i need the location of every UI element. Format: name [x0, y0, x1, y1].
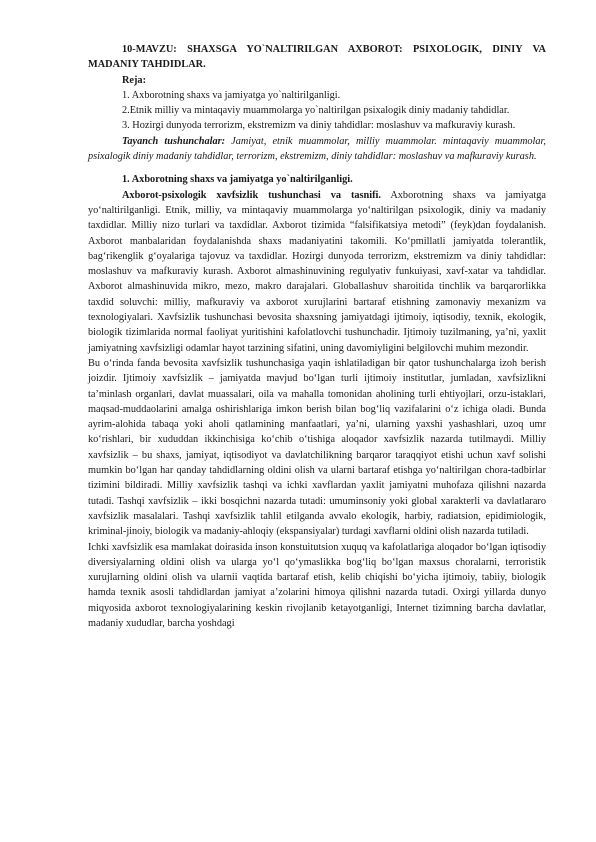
spacer [88, 164, 546, 172]
plan-item-3: 3. Hozirgi dunyoda terrorizm, ekstremizm va diniy tahdidlar: moslashuv va mafkuraviy kurash. [122, 120, 516, 132]
paragraph-2: Bu o‘rinda fanda bevosita xavfsizlik tushunchasiga yaqin ishlatiladigan bir qator tushunchalarga izoh berish joizdir. Ijtimoiy xavfsizlik – jamiyatda mavjud bo‘lgan turli ijtimoiy institutlar, jumladan, xavfsizlikni ta’minlash organlari, davlat muassalari, oila va mahalla tomonidan aholining turli ehtiyojlari, orzu-istaklari, maqsad-muddaolarini amalga oshirishlariga imkon berish bilan bog‘liq vazifalarini o‘z ichiga oladi. Bunda ayrim-alohida tabaqa yoki aholi qatlamining manfaatlari, ya’ni, ularning yaxshi yashashlari, uzoq umr ko‘rishlari, bir xududdan ikkinchisiga ko‘chib o‘tishiga aloqador xavfsizlik nazarda tutilmaydi. Milliy xavfsizlik – bu shaxs, jamiyat, iqtisodiyot va davlatchilikning barqaror taraqqiyot etishi uchun xavf solishi mumkin bo‘lgan har qanday tahdidlarning oldini olish va ularni bartaraf etishga yo‘naltirilgan chora-tadbirlar tizimini bildiradi. Milliy xavfsizlik tashqi va ichki xavflardan yaxlit jamiyatni muhofaza qilishni nazarda tutadi. Tashqi xavfsizlik – ikki bosqichni nazarda tutadi: umuminsoniy yoki global xarakterli va davlatlararo xavfsizlik masalalari. Tashqi xavfsizlik tahlil etilganda avvalo ekologik, harbiy, radiatsion, epidimiologik, kriminal-jinoiy, biologik va madaniy-ahloqiy (ekspansiyalar) turdagi xavflarni oldini olish nazarda tutiladi. [88, 357, 546, 538]
plan-item-2: 2.Etnik milliy va mintaqaviy muammolarga yo`naltirilgan psixalogik diniy madaniy tahdidlar. [122, 105, 510, 117]
paragraph-1-lead: Axborot-psixologik xavfsizlik tushunchasi va tasnifi. [122, 189, 381, 201]
plan-item-1: 1. Axborotning shaxs va jamiyatga yo`naltirilganligi. [122, 89, 341, 101]
keywords-label: Tayanch tushunchalar: [122, 135, 226, 147]
keywords-paragraph [88, 134, 546, 165]
document-title: 10-MAVZU: SHAXSGA YO`NALTIRILGAN AXBOROT: PSIXOLOGIK, DINIY VA MADANIY TAHDIDLAR. [88, 44, 546, 71]
paragraph-1-text: Axborotning shaxs va jamiyatga yo‘naltirilganligi. Etnik, milliy, va mintaqaviy muammolarga yo‘naltirilgan psixologik, diniy va madaniy taxdidlar. Milliy nizo turlari va taxdidlar. Axborot tizimida “falsifikatsiya metodi” (feyk)dan foydalanish. Axborot manbalaridan foydalanishda shaxs madaniyatini takomili. Ko‘pmillatli jamiyatda tolerantlik, bag‘rikenglik g‘oyalariga tajovuz va taxdidlar. Hozirgi dunyoda terrorizm, ekstremizm va diniy tahdidlar: moslashuv va mafkuraviy kurash. Axborot almashinuvining regulyativ funkuiyasi, xavf-xatar va tahdidlar. Axborot almashinuvida mikro, mezo, makro darajalari. Globallashuv sharoitida tinchlik va barqarorlikka taxdid soluvchi: milliy, mafkuraviy va axborot xurujlarini bartaraf etishning zamonaviy mexanizm va texnologiyalari. Xavfsizlik tushunchasi bevosita shaxsning jamiyatdagi ijtimoiy, iqtisodiy, texnik, ekologik, biologik tizimlarida normal faoliyat yuritishini kafolatlovchi tushunchadir. Ijtimoiy tuzilmaning, ya’ni, yaxlit jamiyatning xavfsizligi odamlar hayot tarzining sifatini, uning davomiyligini belgilovchi muhim mezondir. [88, 189, 546, 354]
paragraph-1 [88, 188, 546, 356]
paragraph-3: Ichki xavfsizlik esa mamlakat doirasida inson konstuitutsion xuquq va kafolatlariga aloqador bo‘lgan iqtisodiy diversiyalarning oldini olish va ularga yo‘l qo‘ymaslikka bog‘liq bo‘lgan maxsus choralarni, terroristik xurujlarning oldini olish va ularnii vaqtida bartaraf etish, kelib chiqishi bo‘yicha ijtimoiy, tabiiy, biologik hamda texnik asosli tahdidlardan jamiyat a’zolarini himoya qilishni nazarda tutadi. Oxirgi yillarda dunyo miqyosida axborot texnologiyalarining keskin rivojlanib ketayotganligi, Internet tizimning barcha davlatlar, madaniy xududlar, barcha yoshdagi [88, 541, 546, 629]
plan-label: Reja: [122, 74, 147, 86]
keywords-text: Jamiyat, etnik muammolar, milliy muammolar. mintaqaviy muammolar, psixalogik diniy madaniy tahdidlar, terrorizm, ekstremizm, diniy tahdidlar: moslashuv va mafkuraviy kurash. [88, 135, 546, 163]
section-1-heading: 1. Axborotning shaxs va jamiyatga yo`naltirilganligi. [122, 174, 353, 186]
